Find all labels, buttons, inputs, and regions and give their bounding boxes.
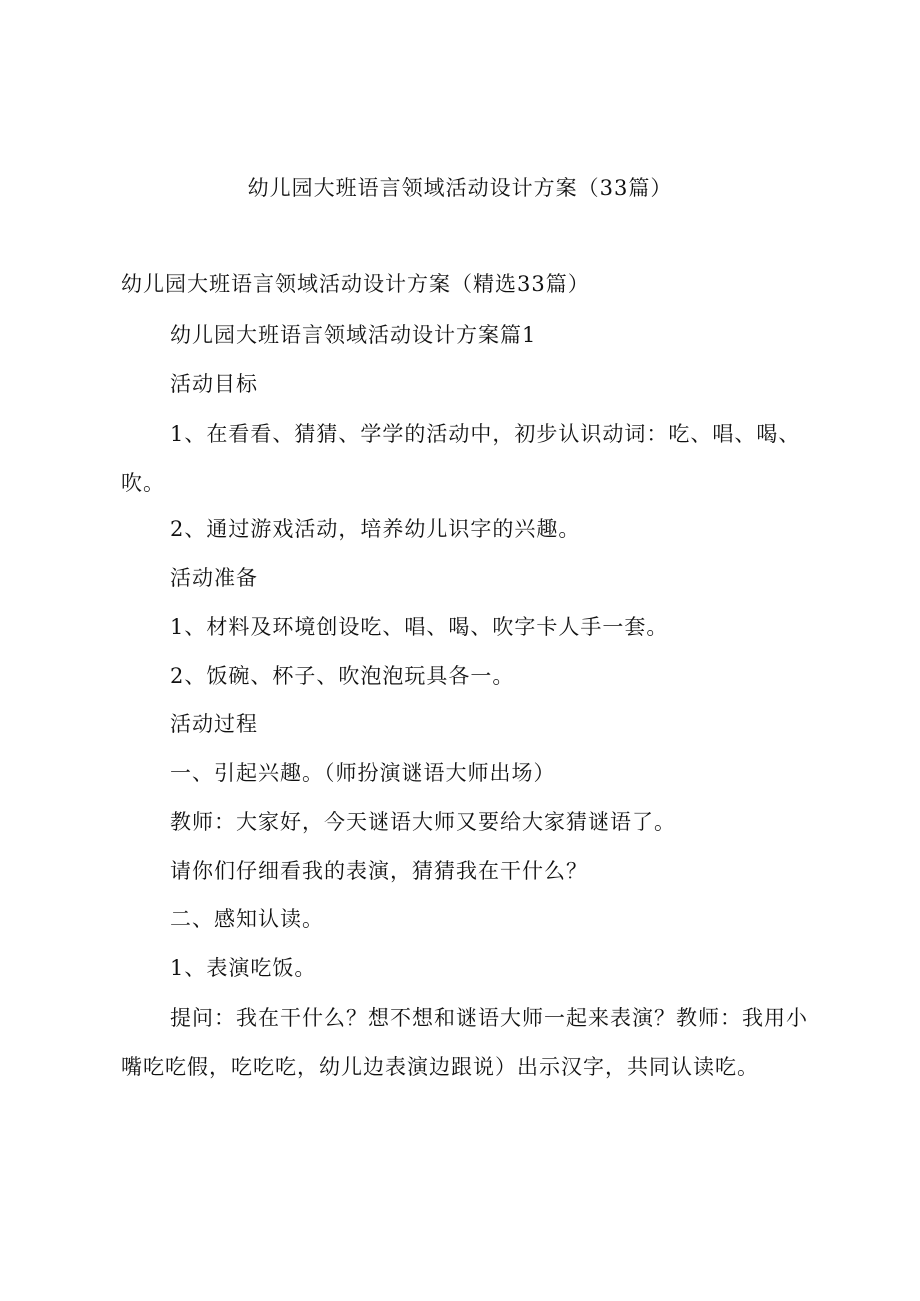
paragraph-process-1: 一、引起兴趣。（师扮演谜语大师出场）	[170, 761, 556, 785]
subheading-process: 活动过程	[170, 712, 258, 736]
paragraph-prep-1: 1、材料及环境创设吃、唱、喝、吹字卡人手一套。	[170, 615, 669, 639]
paragraph-goal-1: 1、在看看、猜猜、学学的活动中，初步认识动词：吃、唱、喝、吹。	[121, 422, 801, 495]
subheading-goals: 活动目标	[170, 372, 258, 396]
paragraph-teacher-prompt: 请你们仔细看我的表演，猜猜我在干什么？	[170, 859, 588, 883]
paragraph-question: 提问：我在干什么？想不想和谜语大师一起来表演？教师：我用小嘴吃吃假，吃吃吃，幼儿边表演边跟说）出示汉字，共同认读吃。	[121, 1006, 808, 1079]
section-heading: 幼儿园大班语言领域活动设计方案篇1	[170, 323, 537, 347]
paragraph-goal-2: 2、通过游戏活动，培养幼儿识字的兴趣。	[170, 517, 581, 541]
subheading-preparation: 活动准备	[170, 566, 258, 590]
paragraph-teacher-intro: 教师：大家好，今天谜语大师又要给大家猜谜语了。	[170, 810, 676, 834]
paragraph-process-2: 二、感知认读。	[170, 907, 324, 931]
paragraph-act-eat: 1、表演吃饭。	[170, 956, 317, 980]
paragraph-prep-2: 2、饭碗、杯子、吹泡泡玩具各一。	[170, 664, 515, 688]
collection-heading: 幼儿园大班语言领域活动设计方案（精选33篇）	[121, 272, 590, 296]
document-title: 幼儿园大班语言领域活动设计方案（33篇）	[247, 176, 673, 200]
